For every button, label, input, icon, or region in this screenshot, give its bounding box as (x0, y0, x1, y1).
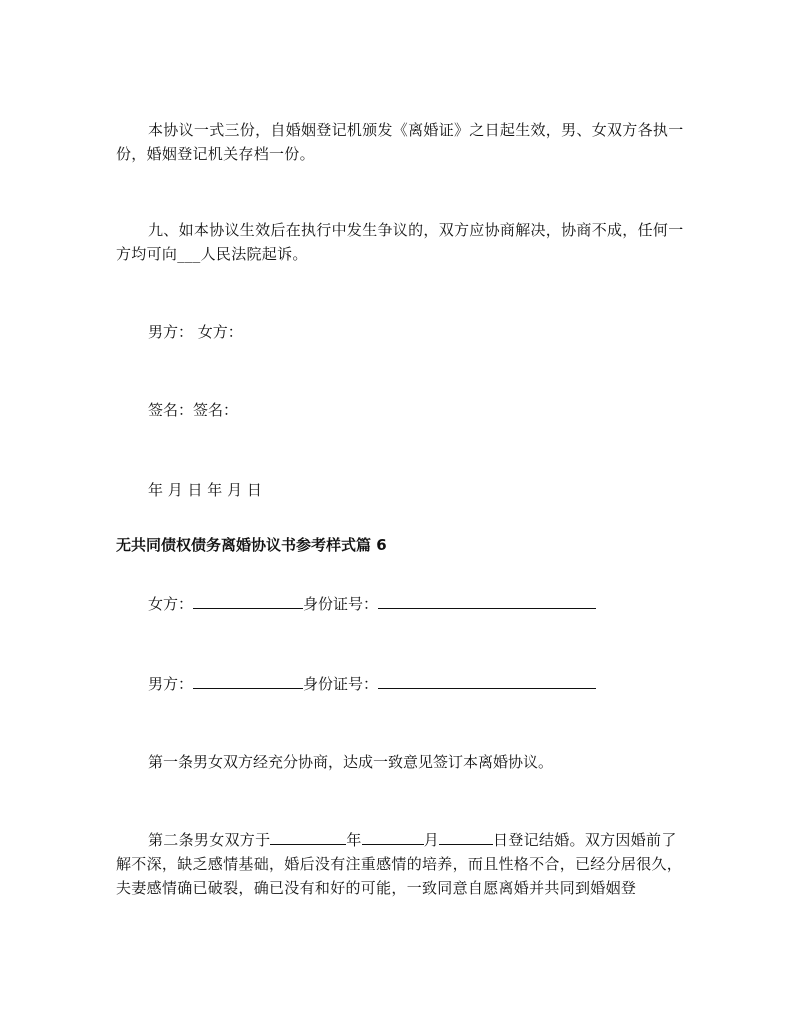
article-two-rest: 日登记结婚。双方因婚前了解不深，缺乏感情基础，婚后没有注重感情的培养，而且性格不合，已经分居很久，夫妻感情确已破裂，确已没有和好的可能，一致同意自愿离婚并共同到婚姻登 (116, 831, 683, 897)
male-id-blank (378, 674, 596, 689)
female-id-label: 身份证号： (303, 595, 379, 613)
article-one: 第一条男女双方经充分协商，达成一致意见签订本离婚协议。 (148, 753, 554, 771)
female-id-blank (378, 594, 596, 609)
date-line: 年 月 日 年 月 日 (148, 481, 262, 499)
article-two-year: 年 (346, 831, 362, 849)
paragraph-copies: 本协议一式三份，自婚姻登记机颁发《离婚证》之日起生效，男、女双方各执一份，婚姻登记机关存档一份。 (116, 121, 684, 163)
article-two-month: 月 (423, 831, 440, 849)
day-blank (439, 830, 493, 845)
section-title: 无共同债权债务离婚协议书参考样式篇 6 (116, 536, 387, 554)
paragraph-dispute: 九、如本协议生效后在执行中发生争议的，双方应协商解决，协商不成，任何一方均可向___人民法院起诉。 (116, 221, 684, 263)
male-label: 男方： (148, 675, 194, 693)
male-id-label: 身份证号： (303, 675, 379, 693)
male-info-line (148, 672, 596, 696)
article-two (116, 828, 688, 900)
signature-parties-line: 男方： 女方： (148, 323, 243, 341)
female-name-blank (193, 594, 303, 609)
year-blank (270, 830, 346, 845)
month-blank (362, 830, 424, 845)
female-label: 女方： (148, 595, 194, 613)
signature-names-line: 签名：签名： (148, 401, 239, 419)
article-two-prefix: 第二条男女双方于 (148, 831, 271, 849)
female-info-line (148, 592, 596, 616)
male-name-blank (193, 674, 303, 689)
